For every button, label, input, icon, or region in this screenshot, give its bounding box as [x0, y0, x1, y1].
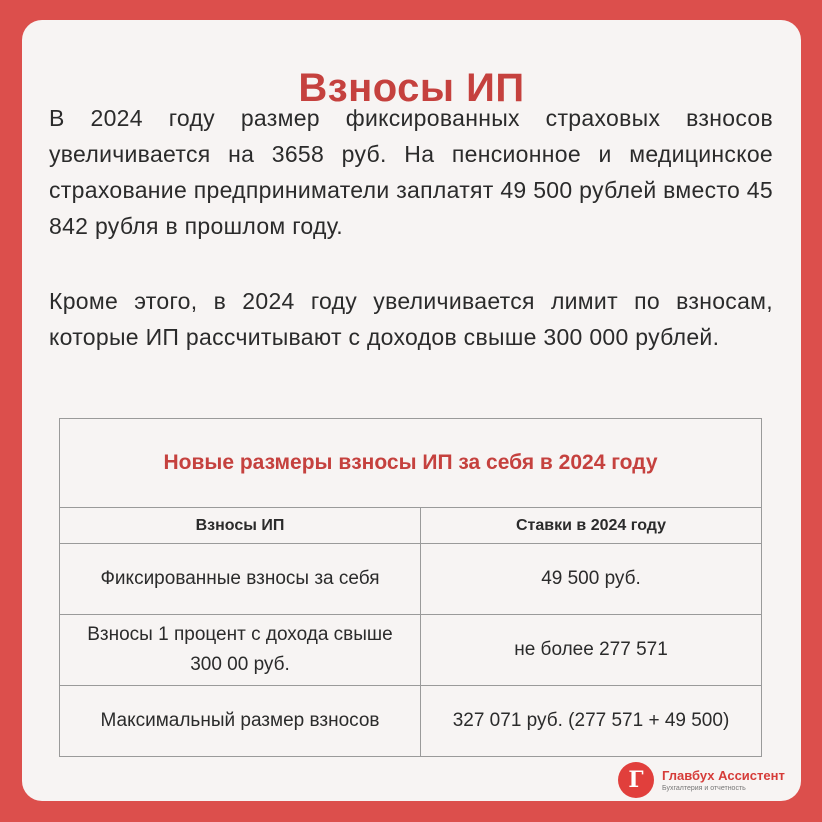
logo-icon: Г [618, 762, 654, 798]
logo-subtitle: Бухгалтерия и отчетность [662, 785, 746, 792]
table-title: Новые размеры взносы ИП за себя в 2024 году [60, 419, 761, 508]
table-row [60, 544, 761, 615]
logo-name: Главбух Ассистент [662, 768, 785, 783]
header-rates: Ставки в 2024 году [516, 516, 666, 534]
table-cell-type: Фиксированные взносы за себя [60, 544, 421, 614]
header-contributions: Взносы ИП [60, 508, 421, 543]
info-card [22, 20, 801, 801]
table-row [60, 686, 761, 756]
table-cell-type: Взносы 1 процент с дохода свыше 300 00 руб. [60, 615, 421, 685]
paragraph-limit-increase: Кроме этого, в 2024 году увеличивается лимит по взносам, которые ИП рассчитывают с доходов свыше 300 000 рублей. [49, 288, 773, 350]
brand-logo [618, 762, 785, 798]
table-cell-rate: 49 500 руб. [541, 568, 641, 589]
table-row [60, 615, 761, 686]
paragraph-contributions-increase: В 2024 году размер фиксированных страховых взносов увеличивается на 3658 руб. На пенсионное и медицинское страхование предприниматели заплатят 49 500 рублей вместо 45 842 рубля в прошлом году. [49, 105, 773, 239]
page-title: Взносы ИП [298, 66, 525, 110]
table-cell-rate: 327 071 руб. (277 571 + 49 500) [452, 710, 730, 731]
contributions-table [59, 418, 762, 757]
table-cell-rate: не более 277 571 [514, 639, 668, 660]
table-cell-type: Максимальный размер взносов [60, 686, 421, 756]
table-header-row [60, 508, 761, 544]
